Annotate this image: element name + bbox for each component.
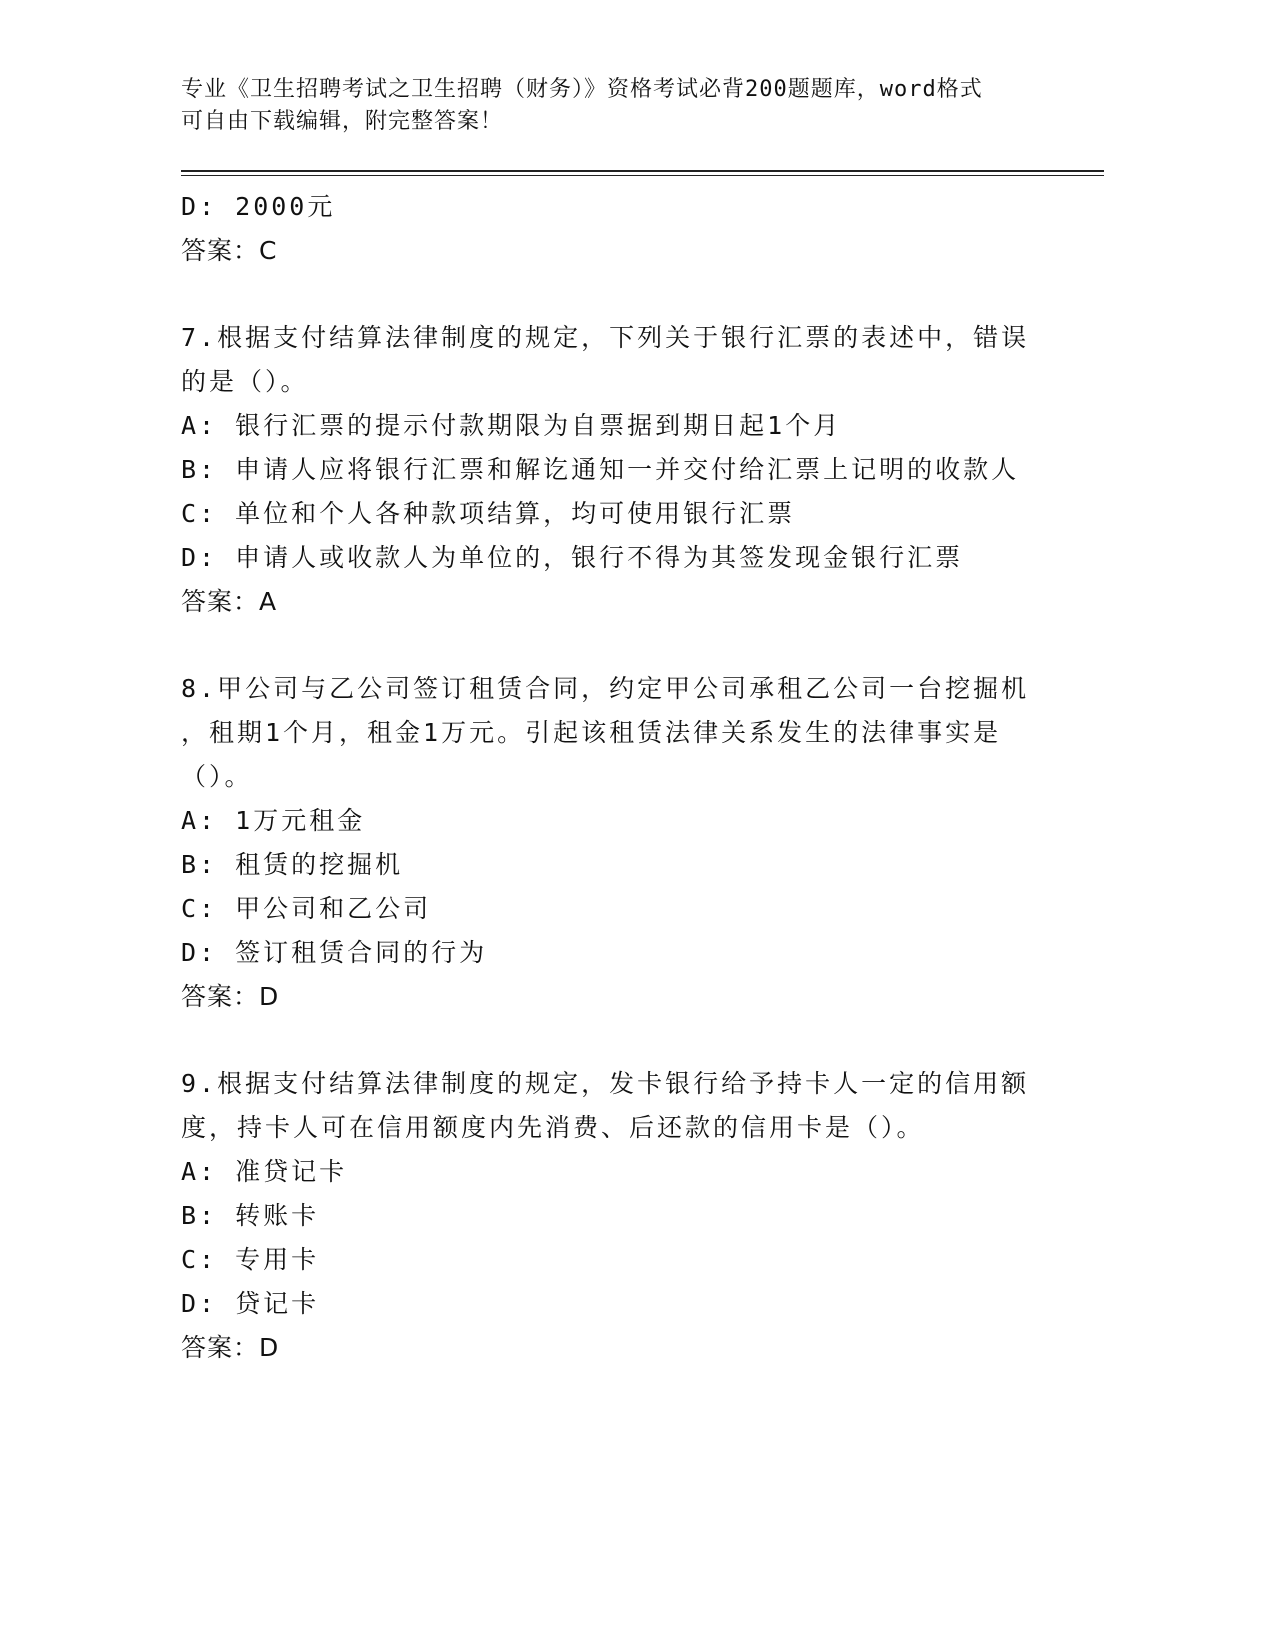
header-title-line-2: 可自由下载编辑，附完整答案！ <box>181 109 504 134</box>
question-stem-line: 度，持卡人可在信用额度内先消费、后还款的信用卡是（）。 <box>181 1113 925 1142</box>
question-stem-line: 9.根据支付结算法律制度的规定，发卡银行给予持卡人一定的信用额 <box>181 1069 1030 1098</box>
answer-line: 答案：C <box>181 236 278 265</box>
option-d: D: 贷记卡 <box>181 1289 320 1318</box>
question-8 <box>181 667 1061 1019</box>
header-rule-thick <box>181 170 1104 172</box>
option-c: C: 甲公司和乙公司 <box>181 894 432 923</box>
previous-question-tail <box>181 185 1061 273</box>
question-9 <box>181 1062 1061 1370</box>
option-b: B: 申请人应将银行汇票和解讫通知一并交付给汇票上记明的收款人 <box>181 455 1020 484</box>
option-a: A: 1万元租金 <box>181 806 366 835</box>
option-a: A: 银行汇票的提示付款期限为自票据到期日起1个月 <box>181 411 842 440</box>
option-a: A: 准贷记卡 <box>181 1157 348 1186</box>
question-stem-line: （）。 <box>181 762 253 791</box>
option-b: B: 转账卡 <box>181 1201 320 1230</box>
option-c: C: 单位和个人各种款项结算，均可使用银行汇票 <box>181 499 796 528</box>
question-stem-line: 8.甲公司与乙公司签订租赁合同，约定甲公司承租乙公司一台挖掘机 <box>181 674 1030 703</box>
option-d: D: 签订租赁合同的行为 <box>181 938 488 967</box>
header-rule-thin <box>181 175 1104 176</box>
option-c: C: 专用卡 <box>181 1245 320 1274</box>
option-b: B: 租赁的挖掘机 <box>181 850 404 879</box>
answer-line: 答案：D <box>181 1333 280 1362</box>
header-title-line-1: 专业《卫生招聘考试之卫生招聘（财务）》资格考试必背200题题库，word格式 <box>181 77 983 102</box>
question-stem-line: ，租期1个月，租金1万元。引起该租赁法律关系发生的法律事实是 <box>181 718 1002 747</box>
question-stem-line: 的是（）。 <box>181 367 309 396</box>
answer-line: 答案：A <box>181 587 278 616</box>
answer-line: 答案：D <box>181 982 280 1011</box>
option-d: D: 2000元 <box>181 192 336 221</box>
document-header <box>181 74 1041 138</box>
document-body <box>181 185 1061 1370</box>
question-7 <box>181 316 1061 624</box>
question-stem-line: 7.根据支付结算法律制度的规定，下列关于银行汇票的表述中，错误 <box>181 323 1030 352</box>
option-d: D: 申请人或收款人为单位的，银行不得为其签发现金银行汇票 <box>181 543 964 572</box>
